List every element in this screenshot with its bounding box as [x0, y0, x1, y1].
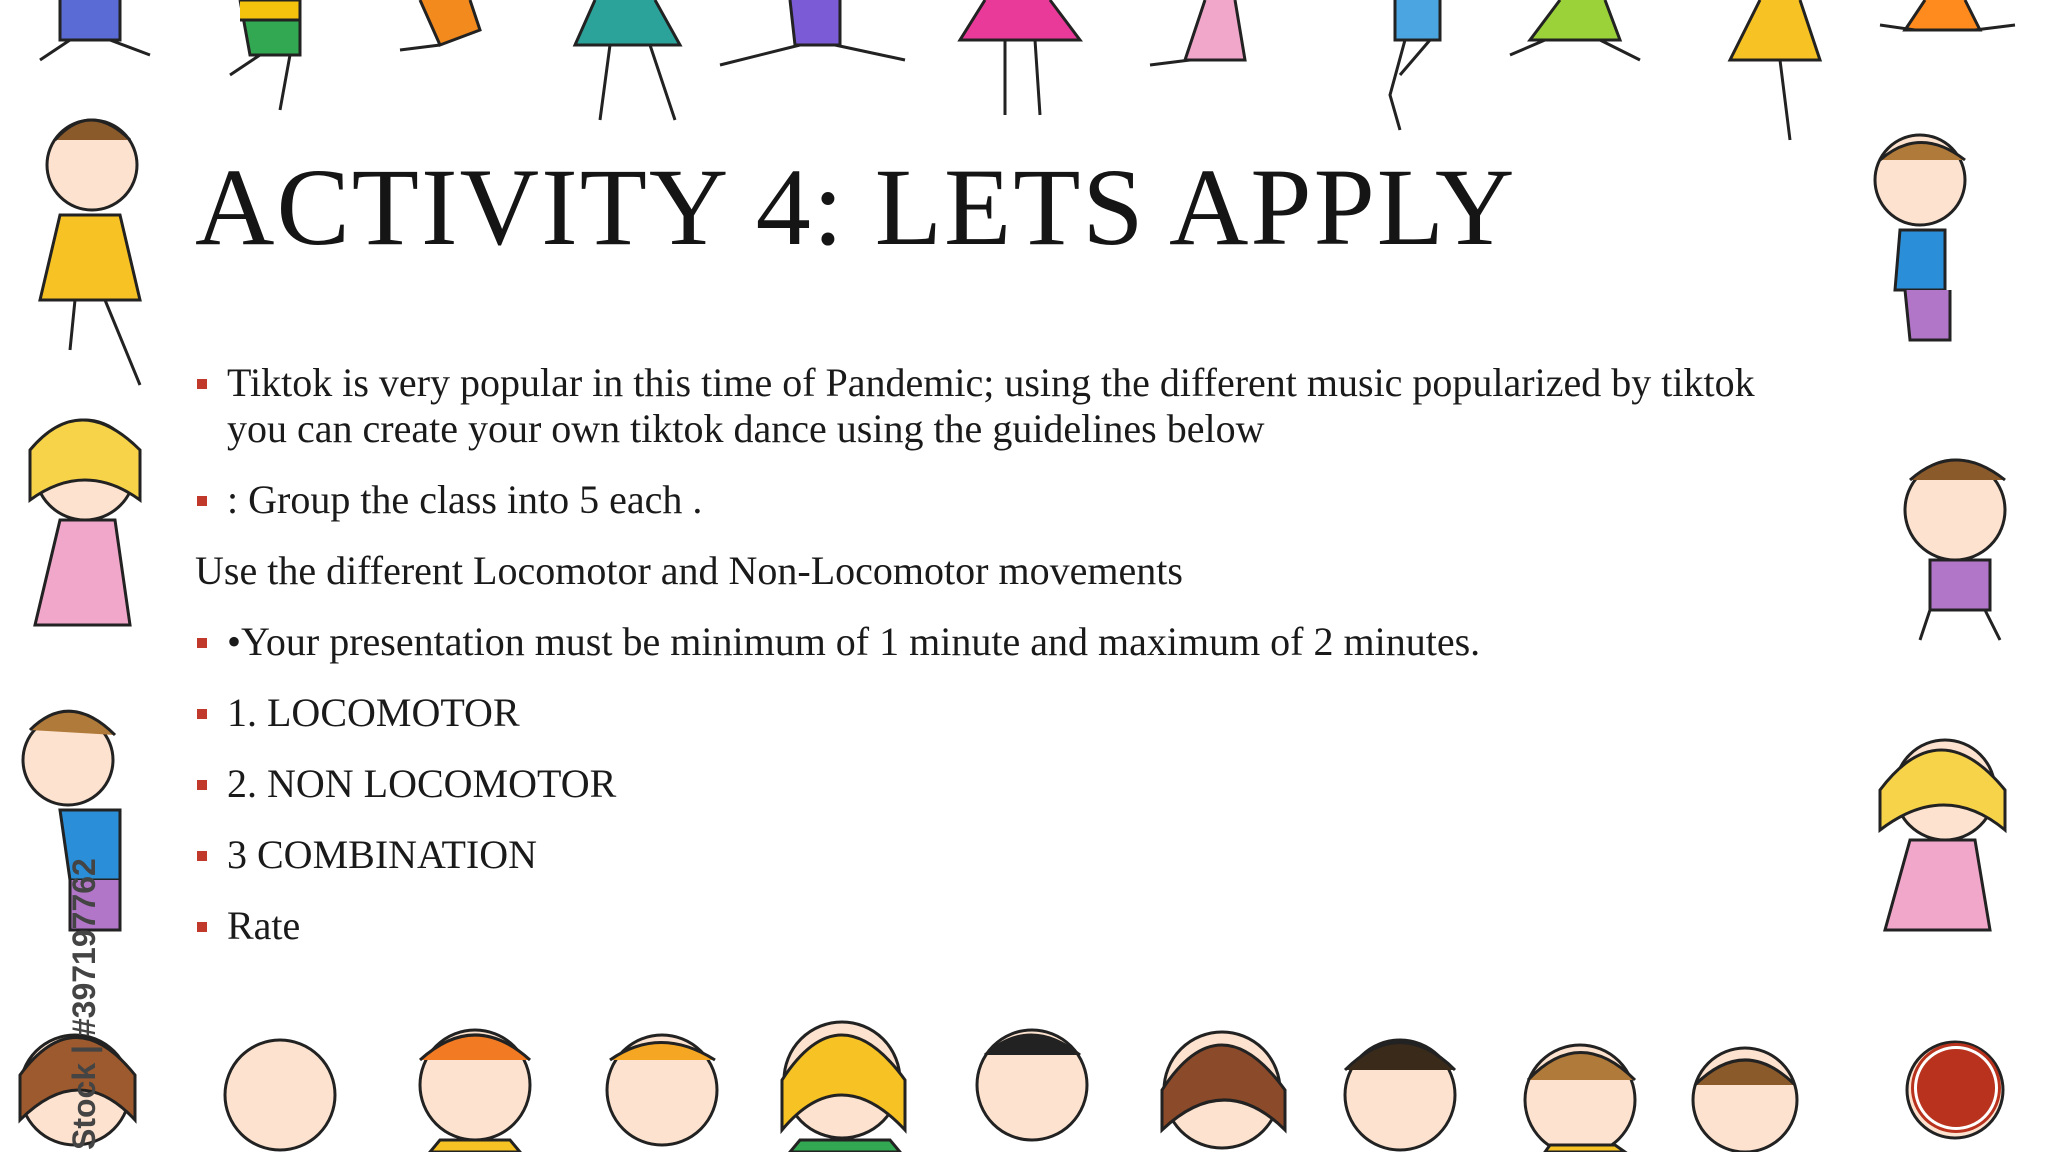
bullet-marker-icon	[197, 780, 207, 790]
bullet-text: Rate	[227, 903, 301, 948]
bullet-text: 2. NON LOCOMOTOR	[227, 761, 617, 806]
bullet-text: 1. LOCOMOTOR	[227, 690, 520, 735]
plain-text-line: Use the different Locomotor and Non-Locomotor movements	[195, 548, 1183, 593]
bullet-marker-icon	[197, 709, 207, 719]
watermark-text: Stock | #397197762	[66, 858, 102, 1150]
top-kids	[40, 0, 2015, 140]
slide-content	[195, 360, 1815, 974]
bottom-kids	[225, 1022, 2003, 1152]
bullet-text: Tiktok is very popular in this time of Pandemic; using the different music popularized by tiktok you can create your own tiktok dance using the guidelines below	[227, 360, 1755, 451]
bullet-marker-icon	[197, 851, 207, 861]
bullet-text: : Group the class into 5 each .	[227, 477, 703, 522]
bullet-text: 3 COMBINATION	[227, 832, 537, 877]
bullet-marker-icon	[197, 496, 207, 506]
slide-title: ACTIVITY 4: LETS APPLY	[195, 146, 1517, 268]
bullet-marker-icon	[197, 638, 207, 648]
bullet-marker-icon	[197, 922, 207, 932]
bullet-item	[195, 832, 1815, 878]
bullet-item	[195, 619, 1815, 665]
stock-watermark	[8, 840, 102, 1150]
bullet-text: •Your presentation must be minimum of 1 minute and maximum of 2 minutes.	[227, 619, 1481, 664]
slide-nav-button[interactable]	[1914, 1046, 1998, 1130]
bullet-item	[195, 761, 1815, 807]
bullet-item	[195, 477, 1815, 523]
bullet-item	[195, 903, 1815, 949]
bullet-item	[195, 690, 1815, 736]
bullet-item	[195, 360, 1815, 452]
bullet-marker-icon	[197, 379, 207, 389]
right-kids	[1875, 135, 2005, 930]
